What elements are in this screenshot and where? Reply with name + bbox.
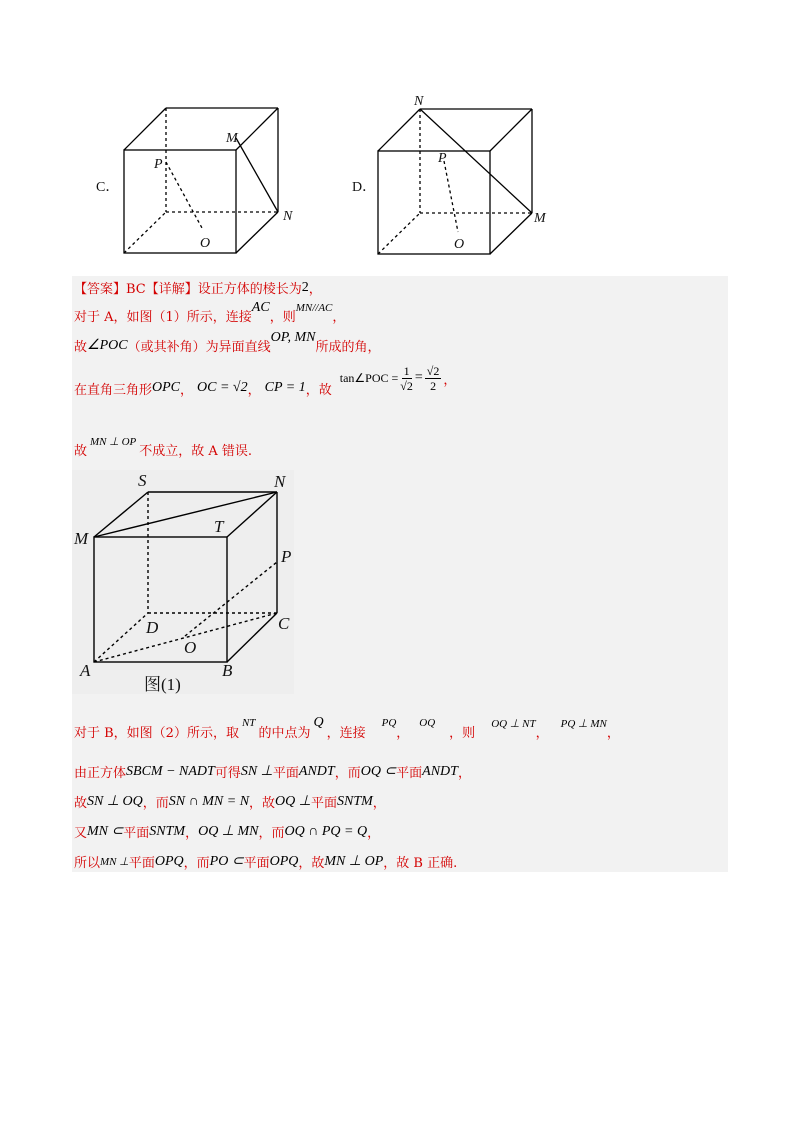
figure-d-m-label: M (534, 211, 546, 226)
option-c-label: C． (96, 180, 120, 195)
answer-line-8: 故 SN ⊥ OQ ，而 SN ∩ MN = N ，故 OQ ⊥ 平面 SNTM ， (74, 793, 386, 811)
figure-d-n-label: N (414, 94, 424, 109)
answer-line-1: 【答案】BC【详解】 设正方体的棱长为 2 ， (74, 279, 322, 297)
figure-1-d-label: D (146, 618, 159, 637)
option-d-label: D． (352, 180, 377, 195)
figure-1-b-label: B (222, 661, 233, 680)
figure-1-o-label: O (184, 638, 197, 657)
answer-line-10: 所以 MN ⊥ 平面 OPQ ，而 PO ⊂ 平面 OPQ ，故 MN ⊥ OP ，故 B 正确. (74, 853, 458, 871)
answer-line-2: 对于 A，如图（1）所示，连接 AC ，则 MN//AC ， (74, 299, 346, 325)
answer-line-6: 对于 B，如图（2）所示，取 NT 的中点为 Q ，连接 PQ ， OQ ，则 OQ ⊥ NT ， PQ ⊥ MN ， (74, 715, 620, 741)
figure-1-n-label: N (274, 472, 286, 491)
figure-1-p-label: P (281, 547, 292, 566)
figure-d-o-label: O (454, 237, 465, 252)
fraction-1-over-root2: $\frac{1}{√2}$ (400, 363, 413, 393)
answer-line-5: 故 MN ⊥ OP 不成立，故 A 错误. (74, 436, 253, 459)
figure-c-o-label: O (200, 236, 211, 251)
figure-c-m-label: M (226, 131, 238, 146)
answer-line-3: 故 ∠POC （或其补角）为异面直线 OP, MN 所成的角， (74, 329, 381, 355)
fraction-root2-over-2: $\frac{√2}{2}$ (426, 363, 440, 393)
figure-1-caption: 图(1) (144, 675, 181, 694)
figure-c-p-label: P (154, 157, 163, 172)
answer-line-9: 又 MN ⊂ 平面 SNTM ， OQ ⊥ MN ，而 OQ ∩ PQ = Q ， (74, 823, 381, 841)
answer-line-7: 由正方体 SBCM − NADT 可得 SN ⊥ 平面 ANDT ，而 OQ ⊂ 平面 ANDT ， (74, 763, 471, 781)
figure-c-n-label: N (283, 209, 293, 224)
figure-1-a-label: A (80, 661, 91, 680)
figure-c-cube (120, 96, 310, 260)
figure-1-cube (72, 470, 294, 694)
answer-head: 【答案】BC【详解】 (74, 282, 198, 297)
figure-1-s-label: S (138, 471, 147, 490)
answer-line-4: 在直角三角形 OPC ， OC = √2 ， CP = 1 ，故 tan∠POC = $\frac{1}{√2}$ = $\frac{√2}{2}$ ， (74, 363, 457, 398)
figure-d-cube (374, 88, 564, 260)
figure-1-t-label: T (214, 517, 224, 536)
figure-1-m-label: M (74, 529, 89, 548)
figure-1-c-label: C (278, 614, 290, 633)
figure-d-p-label: P (438, 151, 447, 166)
